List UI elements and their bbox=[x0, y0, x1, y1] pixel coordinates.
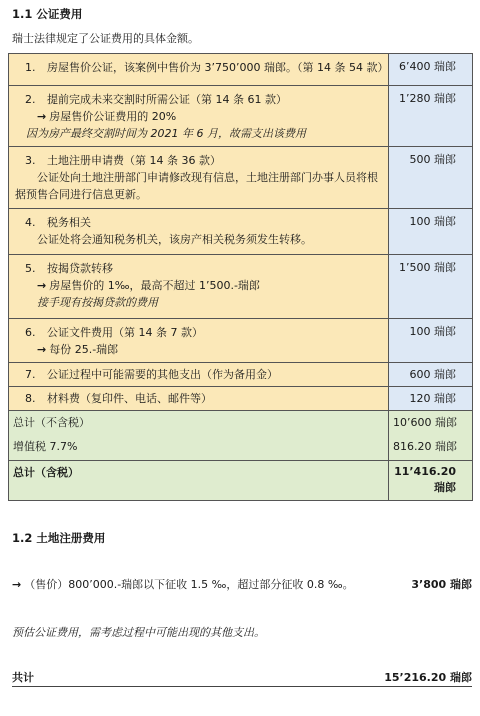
row-number: 1. bbox=[25, 61, 36, 74]
gross-total-amount: 11’416.20 瑞郎 bbox=[389, 461, 473, 501]
land-registry-fee-amount: 3’800 瑞郎 bbox=[411, 578, 472, 591]
row-sub: 房屋售价公证费用的 20% bbox=[49, 110, 177, 123]
table-row bbox=[9, 209, 473, 255]
row-amount: 1’500 瑞郎 bbox=[389, 255, 473, 319]
estimate-note: 预估公证费用，需考虑过程中可能出现的其他支出。 bbox=[12, 626, 265, 639]
row-body: 公证处将会通知税务机关，该房产相关税务须发生转移。 bbox=[37, 233, 312, 246]
gross-total-row bbox=[9, 461, 473, 501]
table-row bbox=[9, 54, 473, 86]
row-amount: 500 瑞郎 bbox=[389, 147, 473, 209]
row-body: 公证处向土地注册部门申请修改现有信息，土地注册部门办事人员将根据预售合同进行信息更新。 bbox=[15, 171, 378, 201]
row-number: 2. bbox=[25, 93, 36, 106]
row-number: 7. bbox=[25, 368, 36, 381]
land-registry-fee-text: （售价）800’000.-瑞郎以下征收 1.5 ‰，超过部分征收 0.8 ‰。 bbox=[24, 578, 354, 591]
fee-table bbox=[8, 53, 473, 501]
vat-label: 增值税 7.7% bbox=[13, 440, 78, 453]
total-underline bbox=[12, 686, 472, 687]
arrow-right-icon: → bbox=[37, 343, 47, 356]
row-amount: 600 瑞郎 bbox=[389, 363, 473, 387]
row-amount: 1’280 瑞郎 bbox=[389, 86, 473, 147]
row-sub: 房屋售价的 1‰，最高不超过 1’500.-瑞郎 bbox=[49, 279, 260, 292]
grand-total-amount: 15’216.20 瑞郎 bbox=[384, 671, 472, 684]
row-amount: 120 瑞郎 bbox=[389, 387, 473, 411]
row-number: 6. bbox=[25, 326, 36, 339]
row-number: 3. bbox=[25, 154, 36, 167]
row-title: 提前完成未来交割时所需公证（第 14 条 61 款） bbox=[47, 93, 287, 106]
row-note: 因为房产最终交割时间为 2021 年 6 月，故需支出该费用 bbox=[26, 127, 306, 140]
grand-total-label: 共计 bbox=[12, 671, 34, 684]
row-title: 按揭贷款转移 bbox=[47, 262, 113, 275]
table-row bbox=[9, 319, 473, 363]
arrow-right-icon: → bbox=[37, 110, 47, 123]
vat-amount: 816.20 瑞郎 bbox=[393, 440, 457, 453]
net-total-label: 总计（不含税） bbox=[13, 416, 90, 429]
section-intro: 瑞士法律规定了公证费用的具体金额。 bbox=[12, 32, 199, 45]
arrow-right-icon: → bbox=[37, 279, 47, 292]
table-row bbox=[9, 147, 473, 209]
net-total-amount: 10’600 瑞郎 bbox=[393, 416, 457, 429]
row-amount: 100 瑞郎 bbox=[389, 319, 473, 363]
row-title: 公证过程中可能需要的其他支出（作为备用金） bbox=[47, 368, 278, 381]
table-row bbox=[9, 363, 473, 387]
gross-total-label: 总计（含税） bbox=[9, 461, 389, 501]
row-title: 材料费（复印件、电话、邮件等） bbox=[47, 392, 212, 405]
table-row bbox=[9, 255, 473, 319]
row-title: 房屋售价公证，该案例中售价为 3’750’000 瑞郎。（第 14 条 54 款） bbox=[47, 61, 389, 74]
row-title: 税务相关 bbox=[47, 216, 91, 229]
grand-total-row bbox=[12, 669, 472, 685]
row-number: 8. bbox=[25, 392, 36, 405]
row-amount: 100 瑞郎 bbox=[389, 209, 473, 255]
row-number: 5. bbox=[25, 262, 36, 275]
table-row bbox=[9, 387, 473, 411]
row-title: 公证文件费用（第 14 条 7 款） bbox=[47, 326, 203, 339]
arrow-right-icon: → bbox=[12, 578, 22, 591]
row-sub: 每份 25.-瑞郎 bbox=[49, 343, 119, 356]
section-heading-land-registry: 1.2 土地注册费用 bbox=[12, 531, 106, 545]
section-heading-notary: 1.1 公证费用 bbox=[12, 7, 83, 21]
row-amount: 6’400 瑞郎 bbox=[389, 54, 473, 86]
row-number: 4. bbox=[25, 216, 36, 229]
row-title: 土地注册申请费（第 14 条 36 款） bbox=[47, 154, 221, 167]
row-note: 接手现有按揭贷款的费用 bbox=[37, 296, 158, 309]
table-row bbox=[9, 86, 473, 147]
land-registry-fee-row bbox=[12, 576, 472, 592]
totals-row bbox=[9, 411, 473, 461]
